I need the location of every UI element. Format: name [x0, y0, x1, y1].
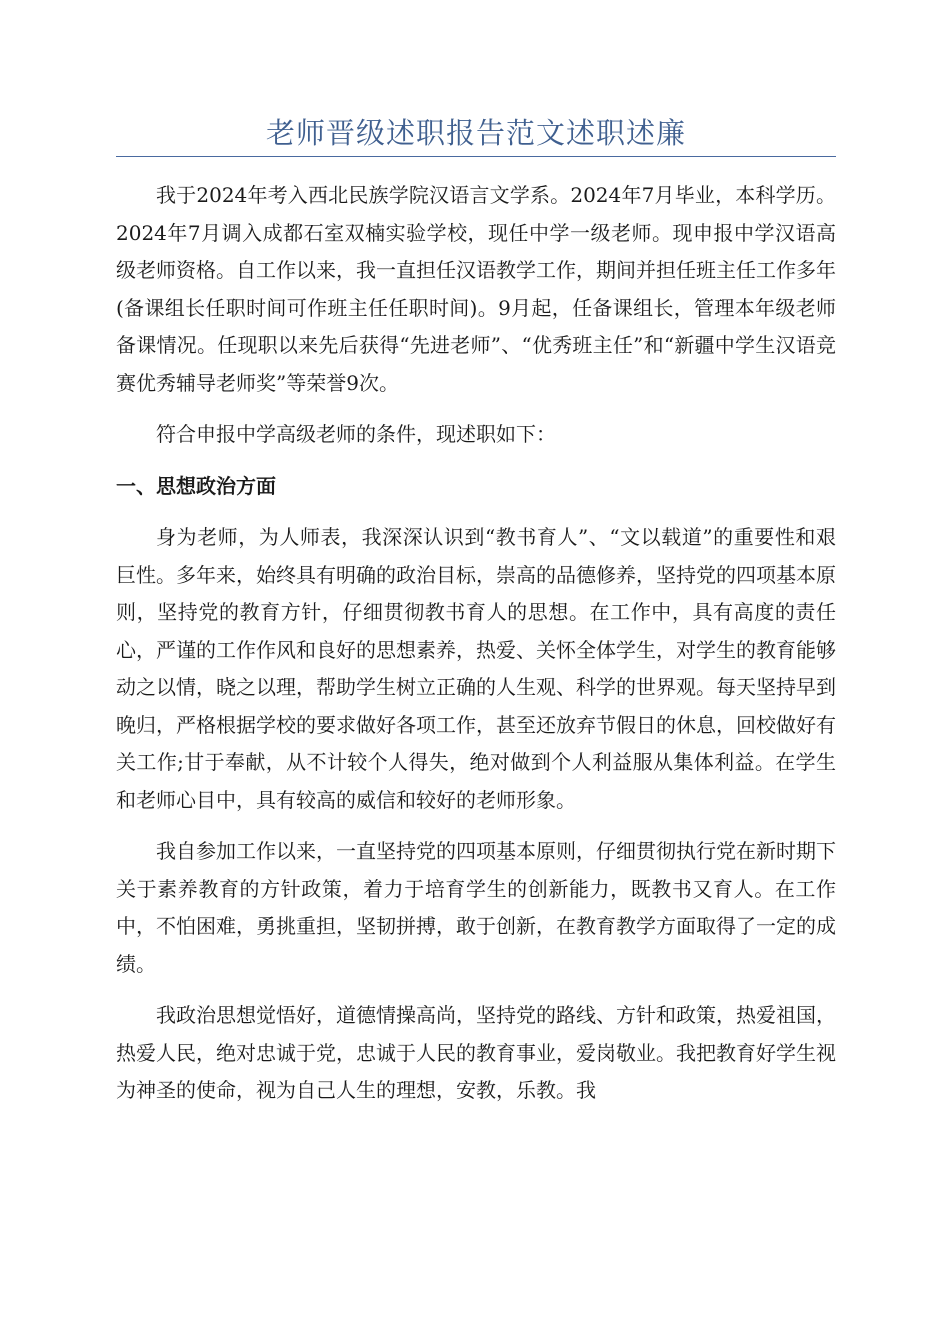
body-paragraph: 我自参加工作以来，一直坚持党的四项基本原则，仔细贯彻执行党在新时期下关于素养教育的方针政策，着力于培育学生的创新能力，既教书又育人。在工作中，不怕困难，勇挑重担，坚韧拼搏，敢于创新，在教育教学方面取得了一定的成绩。	[116, 839, 836, 976]
title-divider	[116, 156, 836, 157]
document-page	[116, 110, 836, 1124]
intro-paragraph: 我于2024年考入西北民族学院汉语言文学系。2024年7月毕业，本科学历。2024年7月调入成都石室双楠实验学校，现任中学一级老师。现申报中学汉语高级老师资格。自工作以来，我一直担任汉语教学工作，期间并担任班主任工作多年(备课组长任职时间可作班主任任职时间)。9月起，任备课组长，管理本年级老师备课情况。任现职以来先后获得“先进老师”、“优秀班主任”和“新疆中学生汉语竞赛优秀辅导老师奖”等荣誉9次。	[116, 183, 836, 395]
document-title: 老师晋级述职报告范文述职述廉	[265, 116, 686, 150]
body-paragraph: 我政治思想觉悟好，道德情操高尚，坚持党的路线、方针和政策，热爱祖国，热爱人民，绝对忠诚于党，忠诚于人民的教育事业，爱岗敬业。我把教育好学生视为神圣的使命，视为自己人生的理想，安教，乐教。我	[116, 1003, 836, 1102]
section-heading-politics: 一、思想政治方面	[116, 473, 276, 498]
intro-statement: 符合申报中学高级老师的条件，现述职如下：	[156, 422, 556, 446]
body-paragraph: 身为老师，为人师表，我深深认识到“教书育人”、“文以载道”的重要性和艰巨性。多年来，始终具有明确的政治目标，崇高的品德修养，坚持党的四项基本原则，坚持党的教育方针，仔细贯彻教书育人的思想。在工作中，具有高度的责任心，严谨的工作作风和良好的思想素养，热爱、关怀全体学生，对学生的教育能够动之以情，晓之以理，帮助学生树立正确的人生观、科学的世界观。每天坚持早到晚归，严格根据学校的要求做好各项工作，甚至还放弃节假日的休息，回校做好有关工作;甘于奉献，从不计较个人得失，绝对做到个人利益服从集体利益。在学生和老师心目中，具有较高的威信和较好的老师形象。	[116, 525, 836, 812]
